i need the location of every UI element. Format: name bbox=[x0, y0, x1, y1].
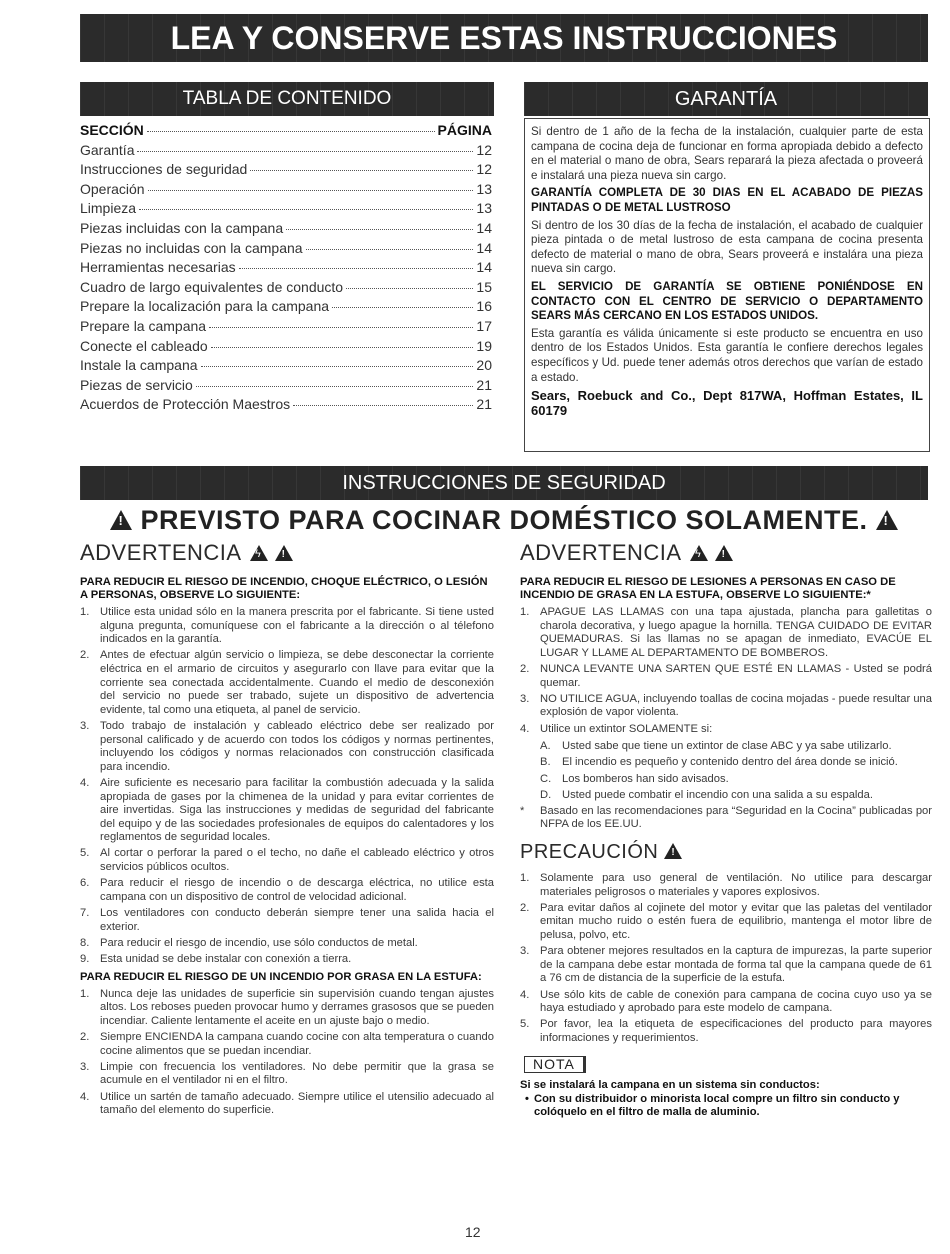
toc-row-label: Instrucciones de seguridad bbox=[80, 161, 248, 178]
list-item-number: B. bbox=[540, 756, 551, 769]
list-subitem bbox=[540, 789, 932, 803]
warning-triangle-icon bbox=[715, 545, 733, 561]
list-item-number: 8. bbox=[80, 936, 90, 949]
toc-row-label: Cuadro de largo equivalentes de conducto bbox=[80, 278, 344, 295]
toc-row-page: 16 bbox=[476, 298, 492, 315]
list-item-number: 4. bbox=[520, 988, 530, 1001]
toc-row-label: Acuerdos de Protección Maestros bbox=[80, 396, 291, 413]
left-subhead-fire: PARA REDUCIR EL RIESGO DE INCENDIO, CHOQUE ELÉCTRICO, O LESIÓN A PERSONAS, OBSERVE LO SIGUIENTE: bbox=[80, 576, 488, 601]
toc-row bbox=[80, 220, 492, 240]
list-item-number: 2. bbox=[520, 662, 530, 675]
toc-dot-leader bbox=[239, 268, 474, 269]
list-item bbox=[80, 988, 494, 1029]
list-item bbox=[520, 663, 932, 690]
toc-row-page: 17 bbox=[476, 317, 492, 334]
page-number: 12 bbox=[465, 1224, 481, 1240]
toc-row-label: Prepare la localización para la campana bbox=[80, 298, 330, 315]
toc-row-label: Piezas no incluidas con la campana bbox=[80, 239, 303, 256]
nota-line: Si se instalará la campana en un sistema sin conductos: bbox=[520, 1079, 820, 1092]
list-item-number: 3. bbox=[80, 719, 90, 732]
list-item bbox=[80, 937, 494, 951]
list-item-text: Utilice un sartén de tamaño adecuado. Siempre utilice el utensilio adecuado al tamaño del elemento do superficie. bbox=[100, 1090, 494, 1117]
list-item-text: Nunca deje las unidades de superficie sin supervisión cuando tengan ajustes altos. Los reboses pueden provocar humo y derrames grasosos que se pueden incendiar. Caliente lentamente el aceite en un ajuste bajo o medio. bbox=[100, 987, 494, 1027]
left-advertencia-title bbox=[80, 540, 494, 566]
toc-row-page: 12 bbox=[476, 141, 492, 158]
list-item-text: APAGUE LAS LLAMAS con una tapa ajustada, plancha para galletitas o charola decorativa, y luego apague la hornilla. TENGA CUIDADO DE EVITAR QUEMADURAS. Si las llamas no se apagan de inmediato, EVACÚE EL LUGAR Y LLAME AL DEPARTAMENTO DE BOMBEROS. bbox=[540, 606, 932, 659]
list-item-text: Usted puede combatir el incendio con una salida a su espalda. bbox=[562, 788, 873, 801]
toc-dot-leader bbox=[196, 386, 474, 387]
toc-dot-leader bbox=[293, 405, 473, 406]
list-item-number: C. bbox=[540, 772, 552, 785]
toc-row bbox=[80, 338, 492, 358]
warranty-paragraph-1: Si dentro de 1 año de la fecha de la instalación, cualquier parte de esta campana de cocina deja de funcionar en forma apropiada debido a defecto en el material o mano de obra, Sears reparará la pieza afectada o proveerá e instalará una pieza nueva sin cargo. bbox=[531, 125, 923, 182]
list-item-text: Utilice un extintor SOLAMENTE si: bbox=[540, 722, 713, 735]
toc-dot-leader bbox=[201, 366, 474, 367]
toc-banner-title: TABLA DE CONTENIDO bbox=[182, 88, 392, 109]
right-warning-column bbox=[520, 540, 932, 1119]
list-item-text: Para evitar daños al cojinete del motor y evitar que las paletas del ventilador emitan mucho ruido o estén fuera de equilibrio, mantenga el motor libre de pelusa, polvo, etc. bbox=[540, 901, 932, 942]
precaution-title bbox=[520, 840, 932, 864]
toc-dot-leader bbox=[306, 249, 474, 250]
list-item-text: Para obtener mejores resultados en la captura de impurezas, la parte superior de la campana debe estar montada de forma tal que la campana quede de 61 a 76 cm de distancia de la superficie de la estufa. bbox=[540, 945, 932, 985]
safety-banner bbox=[80, 466, 928, 500]
safety-banner-title: INSTRUCCIONES DE SEGURIDAD bbox=[342, 472, 666, 494]
right-footnote-list bbox=[520, 805, 932, 832]
toc-row-page: 21 bbox=[476, 376, 492, 393]
list-item-text: NO UTILICE AGUA, incluyendo toallas de cocina mojadas - puede resultar una explosión de vapor violenta. bbox=[540, 692, 932, 719]
toc-dot-leader bbox=[211, 347, 474, 348]
left-items-fire bbox=[80, 606, 494, 967]
list-item-text: Use sólo kits de cable de conexión para campana de cocina cuyo uso ya se haya estudiado y aprobado para este modelo de campana. bbox=[540, 988, 932, 1015]
domestic-use-headline bbox=[80, 505, 928, 536]
warning-triangle-icon bbox=[275, 545, 293, 561]
table-of-contents bbox=[80, 122, 492, 416]
left-advertencia-label: ADVERTENCIA bbox=[80, 540, 241, 565]
list-item-text: Los bomberos han sido avisados. bbox=[562, 772, 729, 785]
toc-row-label: Garantía bbox=[80, 141, 135, 158]
list-item-text: Aire suficiente es necesario para facilitar la combustión adecuada y la salida apropiada de gases por la chimenea de la unidad y para evitar corrientes de aire invertidas. Siga las instrucciones y medidas de seguridad del fabricante del equipo y de las sociedades profesionales de equipos do calentadores y los reglamentos de seguridad locales. bbox=[100, 776, 494, 844]
toc-banner bbox=[80, 82, 494, 116]
toc-row-label: Prepare la campana bbox=[80, 317, 207, 334]
toc-row bbox=[80, 396, 492, 416]
toc-row bbox=[80, 298, 492, 318]
list-item-number: 4. bbox=[520, 722, 530, 735]
list-item bbox=[520, 1018, 932, 1045]
toc-row-page: 14 bbox=[476, 219, 492, 236]
list-item bbox=[80, 720, 494, 774]
list-item-text: Solamente para uso general de ventilación. No utilice para descargar materiales peligrosos o materiales y vapores explosivos. bbox=[540, 872, 932, 898]
toc-dot-leader bbox=[147, 131, 435, 132]
list-item bbox=[520, 989, 932, 1016]
toc-row-page: 14 bbox=[476, 259, 492, 276]
toc-dot-leader bbox=[332, 307, 473, 308]
nota-text bbox=[520, 1079, 932, 1119]
bullet-icon: • bbox=[525, 1092, 529, 1105]
list-item-number: D. bbox=[540, 788, 552, 801]
toc-row bbox=[80, 357, 492, 377]
right-subhead-grease-fire: PARA REDUCIR EL RIESGO DE LESIONES A PERSONAS EN CASO DE INCENDIO DE GRASA EN LA ESTUFA, OBSERVE LO SIGUIENTE:* bbox=[520, 576, 896, 601]
warranty-box bbox=[524, 118, 930, 452]
list-subitem bbox=[540, 756, 932, 770]
list-item-number: 4. bbox=[80, 1090, 90, 1103]
toc-dot-leader bbox=[346, 288, 473, 289]
toc-header-page: PÁGINA bbox=[437, 122, 492, 138]
warranty-banner bbox=[524, 82, 928, 116]
warranty-heading-service: EL SERVICIO DE GARANTÍA SE OBTIENE PONIÉNDOSE EN CONTACTO CON EL CENTRO DE SERVICIO O DEPARTAMENTO SEARS MÁS CERCANO EN LOS ESTADOS UNIDOS. bbox=[531, 279, 923, 323]
toc-row-page: 13 bbox=[476, 200, 492, 217]
toc-row-page: 12 bbox=[476, 161, 492, 178]
right-footnote bbox=[520, 805, 932, 832]
warranty-heading-finish: GARANTÍA COMPLETA DE 30 DIAS EN EL ACABADO DE PIEZAS PINTADAS O DE METAL LUSTROSO bbox=[531, 186, 923, 214]
list-item-text: Usted sabe que tiene un extintor de clase ABC y ya sabe utilizarlo. bbox=[562, 740, 892, 753]
list-item-number: 2. bbox=[520, 901, 530, 914]
list-item-text: Limpie con frecuencia los ventiladores. No debe permitir que la grasa se acumule en el ventilador ni en el filtro. bbox=[100, 1060, 494, 1087]
toc-row bbox=[80, 259, 492, 279]
electric-shock-icon bbox=[690, 545, 708, 561]
toc-row-page: 14 bbox=[476, 239, 492, 256]
toc-row-page: 19 bbox=[476, 337, 492, 354]
list-item-text: Utilice esta unidad sólo en la manera prescrita por el fabricante. Si tiene usted alguna pregunta, comuníquese con el fabricante a la dirección o al télefono indicados en la garantía. bbox=[100, 606, 494, 646]
list-item-text: Esta unidad se debe instalar con conexión a tierra. bbox=[100, 953, 352, 965]
toc-header-row bbox=[80, 122, 492, 142]
list-item-number: 3. bbox=[80, 1060, 90, 1073]
toc-dot-leader bbox=[148, 190, 474, 191]
list-item bbox=[80, 777, 494, 845]
list-item-number: 1. bbox=[520, 606, 530, 618]
right-items-grease-fire bbox=[520, 606, 932, 736]
warning-triangle-icon bbox=[110, 510, 132, 530]
list-item bbox=[520, 693, 932, 720]
toc-row-label: Conecte el cableado bbox=[80, 337, 208, 354]
list-item-text: Siempre ENCIENDA la campana cuando cocine con alta temperatura o cuando cocine alimentos que se puedan incendiar. bbox=[100, 1030, 494, 1057]
list-item-number: 2. bbox=[80, 649, 90, 662]
list-item-number: 1. bbox=[80, 606, 90, 618]
right-precaution-items bbox=[520, 872, 932, 1046]
toc-row bbox=[80, 240, 492, 260]
headline-text: PREVISTO PARA COCINAR DOMÉSTICO SOLAMENTE. bbox=[140, 505, 868, 535]
toc-dot-leader bbox=[286, 229, 473, 230]
warranty-banner-title: GARANTÍA bbox=[674, 88, 778, 110]
list-item-number: 5. bbox=[80, 847, 90, 860]
list-item-number: 5. bbox=[520, 1018, 530, 1031]
main-banner-title: LEA Y CONSERVE ESTAS INSTRUCCIONES bbox=[170, 20, 838, 56]
toc-row-page: 21 bbox=[476, 396, 492, 413]
list-item bbox=[80, 1061, 494, 1088]
toc-row bbox=[80, 318, 492, 338]
toc-row-label: Piezas incluidas con la campana bbox=[80, 219, 284, 236]
warranty-paragraph-2: Si dentro de los 30 días de la fecha de instalación, el acabado de cualquier pieza pintada o de metal lustroso de esta campana de cocina presenta defecto de material o mano de obra, Sears proveerá e instalára una pieza nueva sin cargo. bbox=[531, 218, 923, 276]
footnote-text: Basado en las recomendaciones para “Seguridad en la Cocina” publicadas por NFPA de los EE.UU. bbox=[540, 804, 932, 831]
right-extinguisher-conditions bbox=[540, 740, 932, 802]
list-item-text: NUNCA LEVANTE UNA SARTEN QUE ESTÉ EN LLAMAS - Usted se podrá quemar. bbox=[540, 662, 932, 689]
list-item bbox=[520, 723, 932, 737]
toc-row bbox=[80, 200, 492, 220]
nota-bullet-text: Con su distribuidor o minorista local compre un filtro sin conducto y colóquelo en el filtro de malla de aluminio. bbox=[534, 1092, 900, 1118]
nota-bullet-item bbox=[520, 1093, 932, 1120]
list-item-text: Todo trabajo de instalación y cableado eléctrico debe ser realizado por personal calificado y de acuerdo con todos los códigos y normas pertinentes, incluyendo los códigos y normas relacionados con construcción clasificada para incendio. bbox=[100, 719, 494, 773]
list-item-number: 1. bbox=[520, 872, 530, 885]
list-item bbox=[520, 606, 932, 660]
main-banner bbox=[80, 14, 928, 62]
warranty-signature: Sears, Roebuck and Co., Dept 817WA, Hoffman Estates, IL 60179 bbox=[531, 388, 923, 419]
list-item bbox=[520, 945, 932, 986]
list-item bbox=[80, 1031, 494, 1058]
toc-row-label: Piezas de servicio bbox=[80, 376, 193, 393]
list-item-number: 1. bbox=[80, 987, 90, 1000]
toc-row-page: 20 bbox=[476, 357, 492, 374]
toc-dot-leader bbox=[139, 209, 473, 210]
list-item-number: A. bbox=[540, 740, 551, 753]
precaution-label: PRECAUCIÓN bbox=[520, 841, 659, 864]
list-item bbox=[520, 902, 932, 943]
toc-row bbox=[80, 161, 492, 181]
toc-dot-leader bbox=[250, 170, 473, 171]
toc-row-page: 13 bbox=[476, 180, 492, 197]
left-items-grease bbox=[80, 988, 494, 1118]
list-item-text: Por favor, lea la etiqueta de especificaciones del producto para mayores informaciones y requerimientos. bbox=[540, 1018, 932, 1044]
list-item-number: 6. bbox=[80, 877, 90, 890]
toc-row-label: Herramientas necesarias bbox=[80, 259, 236, 276]
toc-row bbox=[80, 181, 492, 201]
toc-row-label: Limpieza bbox=[80, 200, 137, 217]
list-item-number: 7. bbox=[80, 907, 90, 920]
toc-dot-leader bbox=[209, 327, 473, 328]
list-item bbox=[80, 606, 494, 647]
list-item-number: 4. bbox=[80, 776, 90, 789]
toc-row bbox=[80, 279, 492, 299]
right-advertencia-title bbox=[520, 540, 932, 566]
list-item-text: Al cortar o perforar la pared o el techo, no dañe el cableado eléctrico y otros servicios públicos ocultos. bbox=[100, 847, 494, 874]
nota-badge: NOTA bbox=[524, 1056, 586, 1074]
right-advertencia-label: ADVERTENCIA bbox=[520, 540, 681, 565]
list-item bbox=[80, 877, 494, 904]
list-item bbox=[520, 872, 932, 899]
electric-shock-icon bbox=[250, 545, 268, 561]
footnote-marker: * bbox=[520, 804, 525, 817]
warning-triangle-icon bbox=[664, 843, 682, 859]
list-item-text: Para reducir el riesgo de incendio o de descarga eléctrica, no utilice esta campana con un dispositivo de control de velocidad adicional. bbox=[100, 877, 494, 903]
warranty-paragraph-3: Esta garantía es válida únicamente si este producto se encuentra en uso dentro de los Estados Unidos. Esta garantía le confiere derechos legales específicos y Ud. puede tener además otros derechos que varían de estado a estado. bbox=[531, 326, 923, 384]
list-subitem bbox=[540, 773, 932, 787]
toc-row-label: Instale la campana bbox=[80, 357, 198, 374]
list-item-text: Los ventiladores con conducto deberán siempre tener una salida hacia el exterior. bbox=[100, 907, 494, 933]
left-warning-column bbox=[80, 540, 494, 1122]
list-item bbox=[80, 847, 494, 874]
list-item-text: Para reducir el riesgo de incendio, use sólo conductos de metal. bbox=[100, 936, 418, 949]
list-item bbox=[80, 907, 494, 934]
list-item bbox=[80, 953, 494, 967]
warning-triangle-icon bbox=[876, 510, 898, 530]
toc-dot-leader bbox=[137, 151, 473, 152]
toc-row-page: 15 bbox=[476, 278, 492, 295]
toc-header-section: SECCIÓN bbox=[80, 122, 144, 138]
list-item-number: 2. bbox=[80, 1030, 90, 1043]
list-item-text: El incendio es pequeño y contenido dentro del área donde se inició. bbox=[562, 756, 898, 769]
list-item bbox=[80, 1091, 494, 1118]
toc-row-label: Operación bbox=[80, 180, 145, 197]
list-subitem bbox=[540, 740, 932, 754]
list-item-number: 9. bbox=[80, 953, 90, 965]
list-item bbox=[80, 649, 494, 717]
left-subhead-grease: PARA REDUCIR EL RIESGO DE UN INCENDIO POR GRASA EN LA ESTUFA: bbox=[80, 970, 482, 983]
list-item-text: Antes de efectuar algún servicio o limpieza, se debe desconectar la corriente eléctrica en el armario de circuitos y asegurarlo con llave para evitar que la corriente sea conectada accidentalmente. Cuando el medio de desconexión del servicio no puede ser trabado, sujete un dispositivo de advertencia evidente, tal como una etiqueta, al panel de servicio. bbox=[100, 649, 494, 716]
list-item-number: 3. bbox=[520, 692, 530, 705]
toc-row bbox=[80, 377, 492, 397]
toc-row bbox=[80, 142, 492, 162]
list-item-number: 3. bbox=[520, 945, 530, 958]
toc-rows bbox=[80, 142, 492, 416]
